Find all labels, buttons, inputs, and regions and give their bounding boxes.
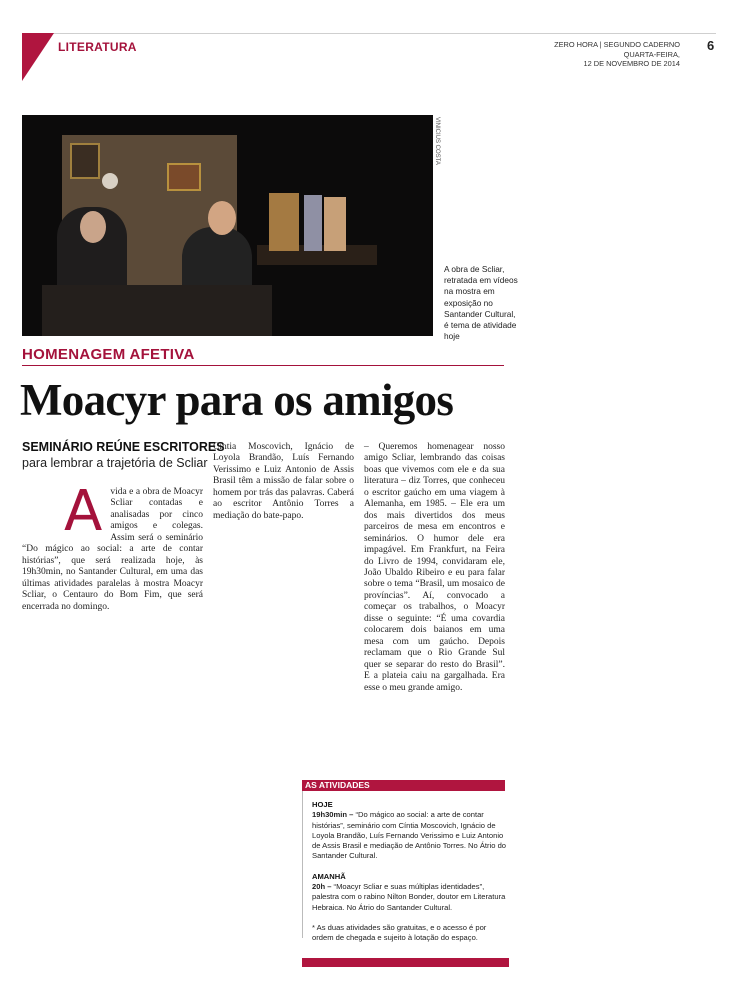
activities-box — [312, 800, 508, 944]
today-label: HOJE — [312, 800, 333, 809]
deck-bold: SEMINÁRIO REÚNE ESCRITORES — [22, 440, 225, 454]
today-time: 19h30min – — [312, 810, 354, 820]
article-column-2 — [213, 442, 354, 522]
article-column-1 — [22, 479, 203, 613]
kicker-rule — [22, 365, 504, 366]
article-paragraph-2: Cíntia Moscovich, Ignácio de Loyola Brandão, Luís Fernando Verissimo e Luiz Antonio de Assis Brasil têm a missão de falar sobre o homem por trás das palavras. Caberá ao escritor Antônio Torres a mediação do bate-papo. — [213, 442, 354, 521]
box-bottom-bar — [302, 958, 509, 967]
drop-cap: A — [64, 479, 103, 544]
masthead-date: 12 DE NOVEMBRO DE 2014 — [583, 59, 680, 68]
kicker: HOMENAGEM AFETIVA — [22, 346, 195, 363]
exhibition-photo — [22, 115, 433, 336]
masthead — [554, 40, 680, 69]
tomorrow-label: AMANHÃ — [312, 871, 346, 881]
box-note: * As duas atividades são gratuitas, e o acesso é por ordem de chegada e sujeito à lotação do espaço. — [312, 922, 487, 943]
tomorrow-text: “Moacyr Scliar e suas múltiplas identidades”, palestra com o rabino Nilton Bonder, doutor em Literatura Hebraica. No Átrio do Santander Cultural. — [312, 882, 506, 912]
article-paragraph-1: vida e a obra de Moacyr Scliar contadas e analisadas por cinco amigos e colegas. Assim será o seminário “Do mágico ao social: a arte de contar histórias”, que será realizada hoje, às 19h30min, no Santander Cultural, em uma das últimas atividades paralelas à mostra Moacyr Scliar, o Centauro do Bom Fim, que será encerrada no domingo. — [22, 487, 203, 612]
today-item — [312, 810, 508, 861]
tomorrow-time: 20h – — [312, 882, 332, 892]
deck-regular: para lembrar a trajetória de Scliar — [22, 456, 208, 470]
masthead-weekday: QUARTA-FEIRA, — [623, 49, 680, 59]
masthead-paper: ZERO HORA | SEGUNDO CADERNO — [554, 40, 680, 49]
top-rule — [22, 33, 716, 34]
photo-caption: A obra de Scliar, retratada em vídeos na mostra em exposição no Santander Cultural, é tema de atividade hoje — [444, 264, 518, 342]
page-number: 6 — [707, 38, 715, 53]
section-label: LITERATURA — [58, 40, 137, 54]
section-flag — [22, 33, 54, 81]
article-column-3 — [364, 442, 505, 694]
box-title: AS ATIVIDADES — [305, 780, 370, 790]
article-paragraph-3: – Queremos homenagear nosso amigo Scliar, lembrando das coisas boas que vivemos com ele e da sua literatura – diz Torres, que conheceu o escritor gaúcho em uma viagem à Alemanha, em 1985. – Ele era um dos mais divertidos dos meus parceiros de mesa em encontros e seminários. O humor dele era impagável. Em Frankfurt, na Feira do Livro de 1994, convidaram ele, João Ubaldo Ribeiro e eu para falar sobre o tema “Brasil, um mosaico de províncias”. Aí, convocado a começar os trabalhos, o Moacyr disse o seguinte: “É uma covardia colocarem dois baianos em uma mesa com um gaúcho. Depois reclamam que o Rio Grande Sul quer se separar do resto do Brasil”. E a plateia caiu na gargalhada. Era esse o meu grande amigo. — [364, 442, 505, 693]
today-text: “Do mágico ao social: a arte de contar histórias”, seminário com Cíntia Moscovich, Ignácio de Loyola Brandão, Luís Fernando Verissimo e Luiz Antonio de Assis Brasil e mediação de Antônio Torres. No Átrio do Santander Cultural. — [312, 810, 507, 861]
tomorrow-item — [312, 882, 508, 913]
photo-credit: VINICIUS COSTA — [434, 117, 440, 165]
box-rule — [302, 780, 303, 938]
headline: Moacyr para os amigos — [20, 375, 454, 425]
